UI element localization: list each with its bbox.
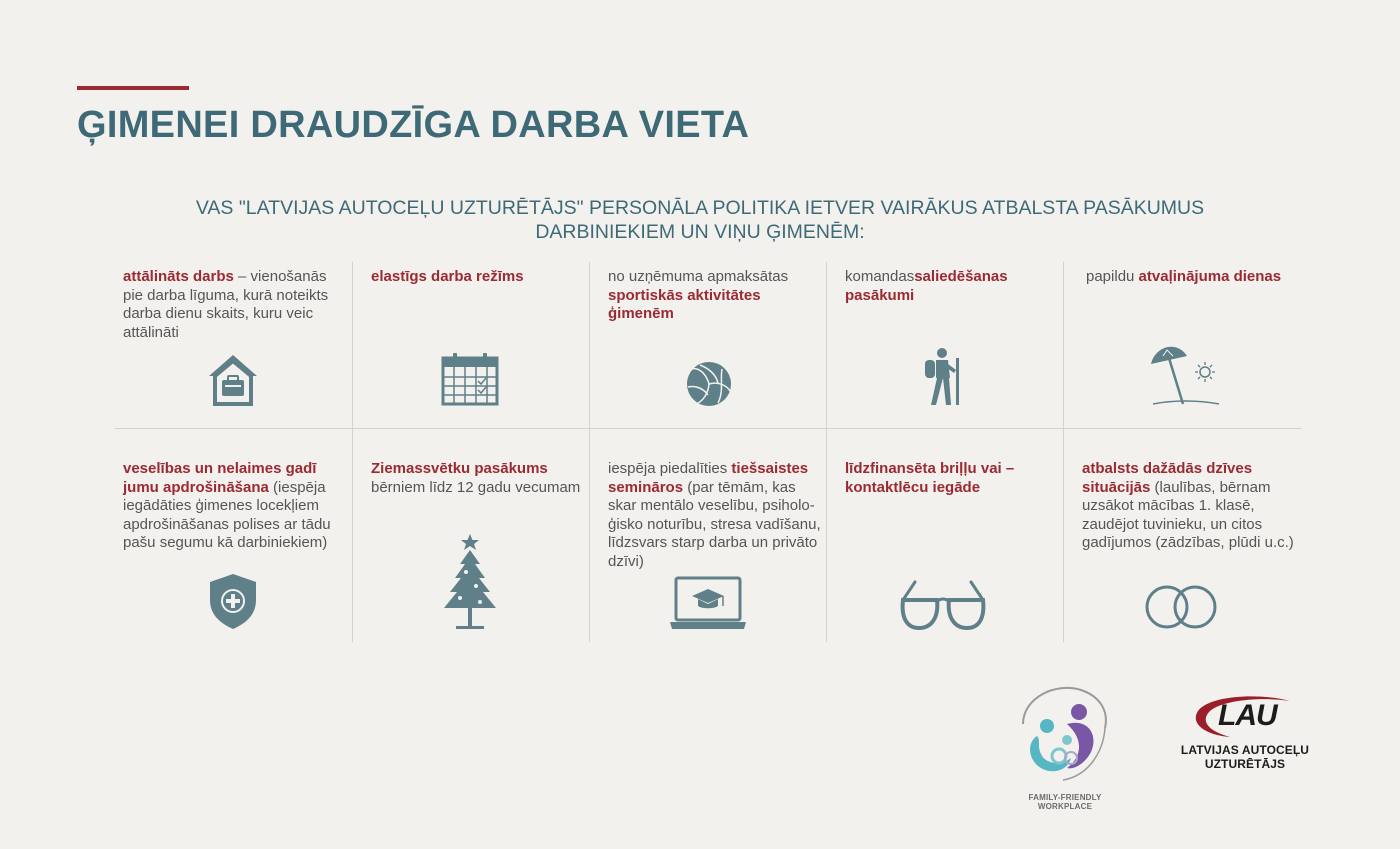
divider [352,262,353,428]
divider [115,428,1302,429]
benefit-text-pre: iespēja piedalīties [608,460,732,477]
beach-umbrella-icon [1143,342,1223,408]
hiker-icon [921,348,965,406]
volleyball-icon [686,361,732,407]
ffw-caption-1: FAMILY-FRIENDLY [1028,793,1102,802]
ffw-caption-2: WORKPLACE [1037,802,1093,811]
benefit-text-pre: papildu [1086,268,1139,285]
benefit-text-pre: no uzņēmuma apmaksātas [608,268,789,285]
benefit-highlight: atvaļinājuma dienas [1138,268,1282,285]
benefit-text-post: (iespēja iegādāties ģimenes locekļiem apdrošināšanas polises ar tādu pašu segumu kā darbiniekiem) [123,478,331,551]
benefit-highlight: veselības un nelaimes gadī jumu apdrošināšana [123,460,317,496]
shield-plus-icon [208,572,258,630]
lau-logo [1150,695,1340,771]
benefit-highlight: attālināts darbs [123,268,234,285]
benefit-highlight: Ziemassvētku pasākums [371,460,548,477]
benefit-text-pre: komandas [845,268,915,285]
lau-mark-text: LAU [1218,699,1277,732]
family-emblem-icon [1015,684,1115,788]
benefit-text-post: bērniem līdz 12 gadu vecumam [371,478,581,496]
intro-line-2: DARBINIEKIEM UN VIŅU ĢIMENĒM: [535,221,865,243]
benefit-highlight: tiešsaistes semināros [608,460,809,496]
benefits-grid [115,262,1302,642]
benefit-highlight: saliedēšanas pasākumi [845,268,1008,304]
home-briefcase-icon [206,352,260,406]
benefit-highlight: sportiskās aktivitātes ģimenēm [608,286,761,322]
benefit-text-post: (laulības, bērnam uzsākot mācības 1. klasē, zaudējot tuvinieku, un citos gadījumos (zādzības, plūdi u.c.) [1082,478,1294,551]
glasses-icon [899,580,987,632]
laptop-graduation-icon [668,576,748,632]
lau-mark [1190,695,1300,739]
family-friendly-workplace-logo [1015,684,1115,811]
rings-icon [1143,583,1219,631]
intro-text [150,196,1250,244]
lau-name: LATVIJAS AUTOCEĻU UZTURĒTĀJS [1180,743,1310,771]
benefit-highlight: līdzfinansēta briļļu vai – kontaktlēcu iegāde [845,460,1015,496]
title-accent-rule [77,86,189,90]
benefit-highlight: elastīgs darba režīms [371,268,524,285]
page-title: ĢIMENEI DRAUDZĪGA DARBA VIETA [77,104,750,146]
divider [352,428,353,642]
benefit-text-post: – vienošanās pie darba līguma, kurā noteikts darba dienu skaits, kuru veic attālināti [123,268,329,341]
christmas-tree-icon [442,532,498,632]
intro-line-1: VAS "LATVIJAS AUTOCEĻU UZTURĒTĀJS" PERSONĀLA POLITIKA IETVER VAIRĀKUS ATBALSTA PASĀKUMUS [195,197,1205,219]
benefit-highlight: atbalsts dažādās dzīves situācijās [1082,460,1253,496]
calendar-icon [441,352,499,406]
benefit-text-post: (par tēmām, kas skar mentālo veselību, psiholo-ģisko noturību, stresa vadīšanu, līdzsvars starp darba un privāto dzīvi) [608,478,821,570]
